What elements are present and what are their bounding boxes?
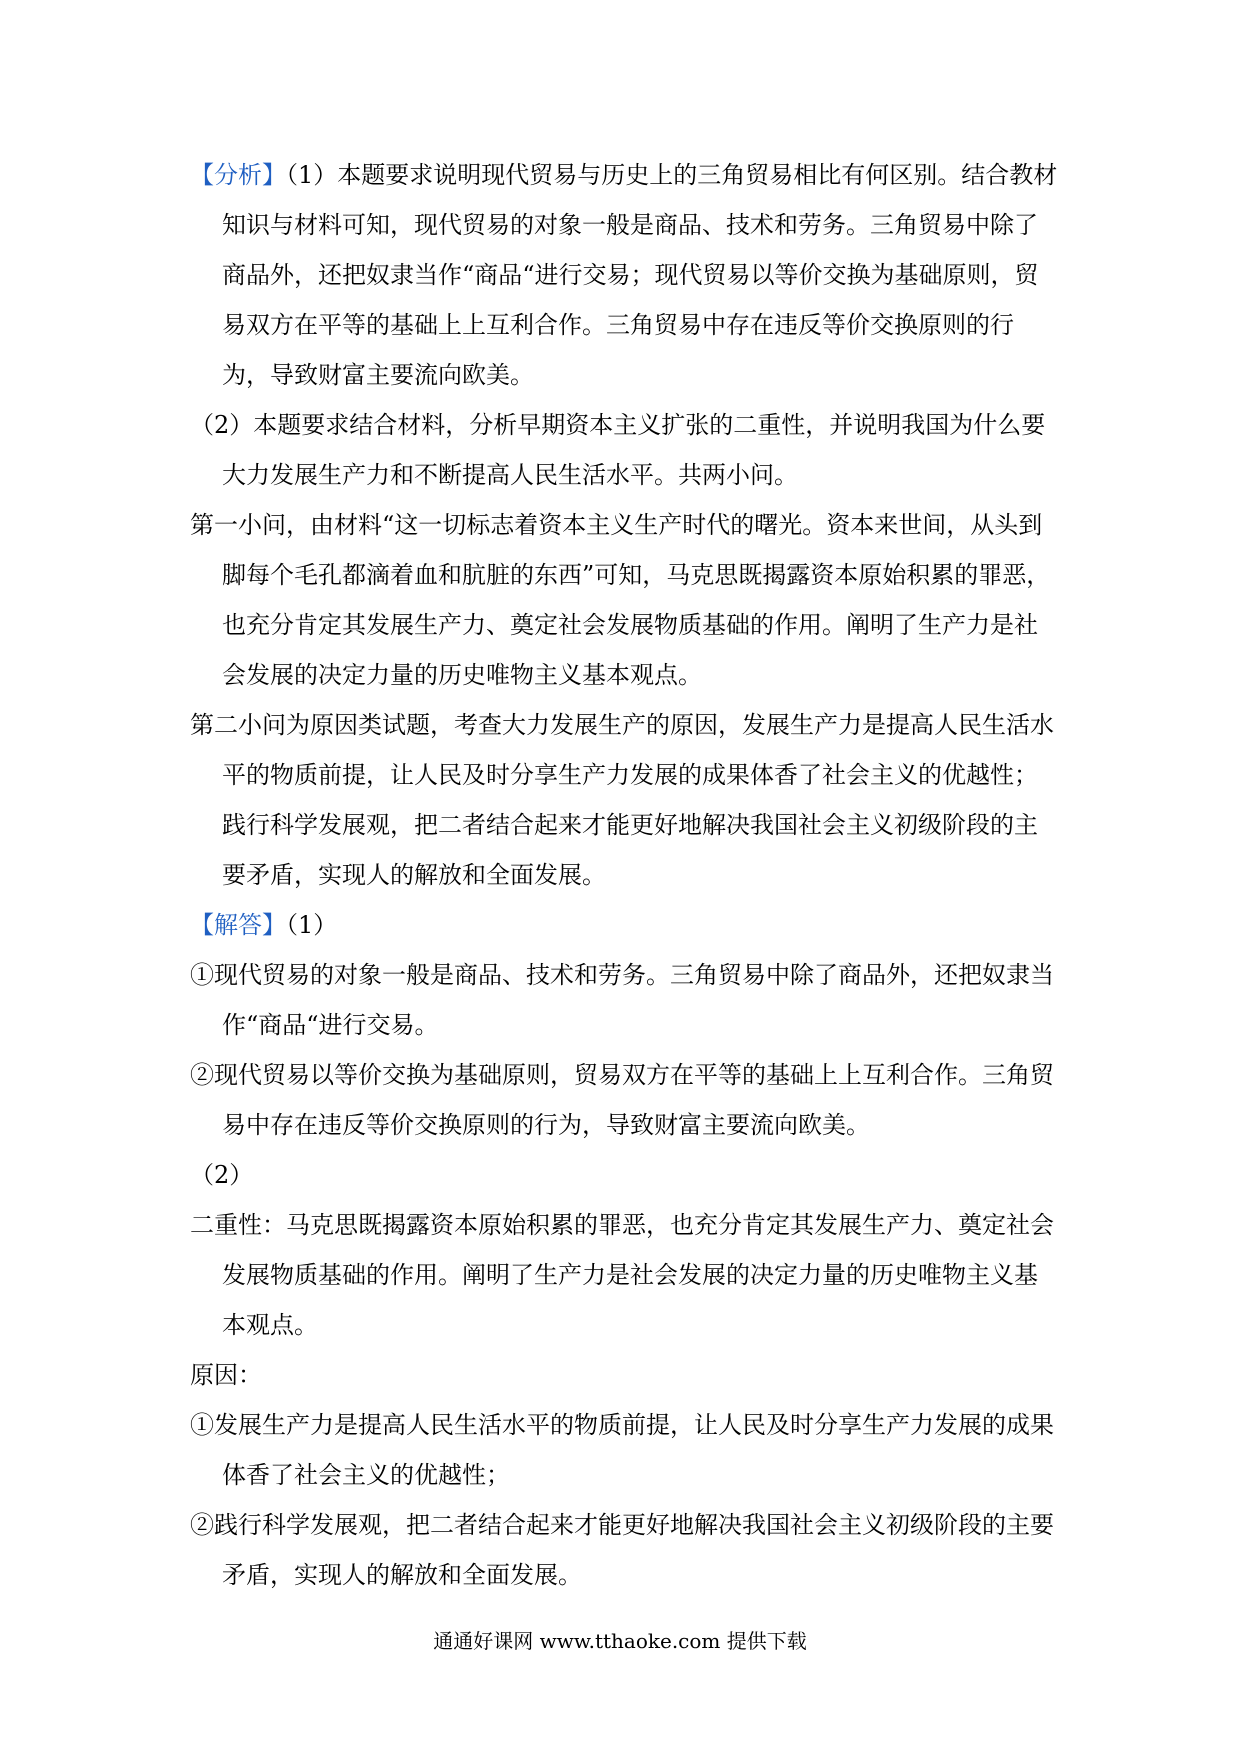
answer-reason-2 — [190, 1500, 1060, 1600]
answer-reason-heading — [190, 1350, 1060, 1400]
analysis-paragraph-2 — [190, 400, 1060, 500]
answer-reason-text-1: ①发展生产力是提高人民生活水平的物质前提，让人民及时分享生产力发展的成果体香了社会主义的优越性； — [190, 1411, 1054, 1489]
analysis-paragraph-4 — [190, 700, 1060, 900]
answer-heading — [190, 900, 1060, 950]
answer-part1-tag: （1） — [286, 911, 338, 939]
answer-item-2 — [190, 1050, 1060, 1150]
answer-text-2: ②现代贸易以等价交换为基础原则，贸易双方在平等的基础上上互利合作。三角贸易中存在违反等价交换原则的行为，导致财富主要流向欧美。 — [190, 1061, 1054, 1139]
page-footer — [0, 1626, 1240, 1656]
answer-item-1 — [190, 950, 1060, 1050]
analysis-paragraph-1 — [190, 150, 1060, 400]
answer-part2-heading — [190, 1150, 1060, 1200]
answer-duality-text: 二重性：马克思既揭露资本原始积累的罪恶，也充分肯定其发展生产力、奠定社会发展物质基础的作用。阐明了生产力是社会发展的决定力量的历史唯物主义基本观点。 — [190, 1211, 1054, 1339]
answer-part2-tag: （2） — [190, 1161, 254, 1189]
analysis-text-1: （1）本题要求说明现代贸易与历史上的三角贸易相比有何区别。结合教材知识与材料可知，现代贸易的对象一般是商品、技术和劳务。三角贸易中除了商品外，还把奴隶当作“商品“进行交易；现代贸易以等价交换为基础原则，贸易双方在平等的基础上上互利合作。三角贸易中存在违反等价交换原则的行为，导致财富主要流向欧美。 — [222, 161, 1058, 389]
answer-reason-1 — [190, 1400, 1060, 1500]
analysis-label: 【分析】 — [190, 161, 286, 189]
analysis-text-2: （2）本题要求结合材料，分析早期资本主义扩张的二重性，并说明我国为什么要大力发展生产力和不断提高人民生活水平。共两小问。 — [190, 411, 1046, 489]
answer-duality — [190, 1200, 1060, 1350]
answer-reason-label: 原因： — [190, 1361, 262, 1389]
analysis-paragraph-3 — [190, 500, 1060, 700]
analysis-text-3: 第一小问，由材料“这一切标志着资本主义生产时代的曙光。资本来世间，从头到脚每个毛孔都滴着血和肮脏的东西”可知，马克思既揭露资本原始积累的罪恶，也充分肯定其发展生产力、奠定社会发展物质基础的作用。阐明了生产力是社会发展的决定力量的历史唯物主义基本观点。 — [190, 511, 1051, 689]
document-body — [190, 150, 1060, 1600]
answer-text-1: ①现代贸易的对象一般是商品、技术和劳务。三角贸易中除了商品外，还把奴隶当作“商品“进行交易。 — [190, 961, 1054, 1039]
answer-label: 【解答】 — [190, 911, 286, 939]
analysis-text-4: 第二小问为原因类试题，考查大力发展生产的原因，发展生产力是提高人民生活水平的物质前提，让人民及时分享生产力发展的成果体香了社会主义的优越性；践行科学发展观，把二者结合起来才能更好地解决我国社会主义初级阶段的主要矛盾，实现人的解放和全面发展。 — [190, 711, 1054, 889]
answer-reason-text-2: ②践行科学发展观，把二者结合起来才能更好地解决我国社会主义初级阶段的主要矛盾，实现人的解放和全面发展。 — [190, 1511, 1054, 1589]
footer-text: 通通好课网 www.tthaoke.com 提供下载 — [433, 1629, 807, 1653]
